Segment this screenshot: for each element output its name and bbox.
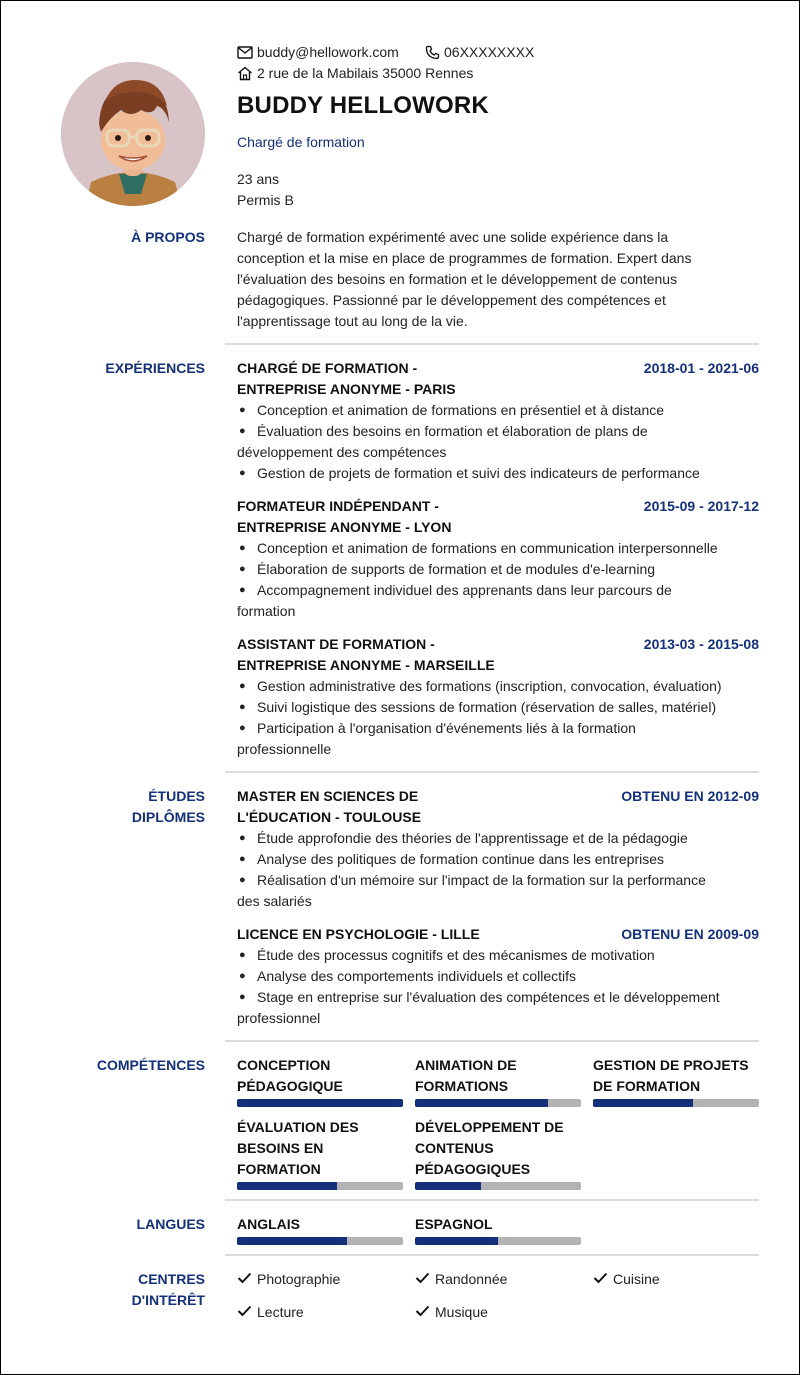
section-label-line: CENTRES <box>138 1271 205 1287</box>
about-line: l'apprentissage tout au long de la vie. <box>237 313 468 329</box>
about-line: conception et la mise en place de programmes de formation. Expert dans <box>237 250 692 266</box>
skill-level-bar <box>415 1182 581 1190</box>
interest-label: Lecture <box>257 1304 304 1320</box>
language-name: ANGLAIS <box>237 1216 300 1232</box>
home-icon <box>237 66 253 81</box>
experience-title <box>237 358 456 400</box>
interest-label: Cuisine <box>613 1271 660 1287</box>
email-text[interactable]: buddy@hellowork.com <box>257 44 399 60</box>
bullet-continuation: des salariés <box>237 893 312 909</box>
skill-item <box>415 1055 581 1107</box>
skill-name: PÉDAGOGIQUES <box>415 1161 531 1177</box>
check-icon <box>415 1269 430 1290</box>
bullet-continuation: professionnelle <box>237 741 332 757</box>
experience-date: 2013-03 - 2015-08 <box>643 636 759 652</box>
bullet-item: ● Analyse des politiques de formation continue dans les entreprises <box>239 851 665 867</box>
bullet-item: ● Participation à l'organisation d'événements liés à la formation <box>239 720 636 736</box>
skill-name: GESTION DE PROJETS <box>593 1057 749 1073</box>
experience-bullets <box>237 676 759 760</box>
language-name: ESPAGNOL <box>415 1216 493 1232</box>
section-divider <box>225 1040 759 1042</box>
interest-label: Photographie <box>257 1271 341 1287</box>
experience-title <box>237 634 495 676</box>
about-text <box>237 227 759 332</box>
interest-item <box>415 1269 507 1290</box>
section-label-line: D'INTÉRÊT <box>131 1292 205 1308</box>
bullet-item: ● Réalisation d'un mémoire sur l'impact de la formation sur la performance <box>239 872 706 888</box>
study-date: OBTENU EN 2012-09 <box>621 788 759 804</box>
address-contact <box>237 63 473 83</box>
phone-text[interactable]: 06XXXXXXXX <box>444 44 535 60</box>
skill-level-fill <box>237 1182 337 1190</box>
experience-bullets <box>237 538 759 622</box>
bullet-continuation: professionnel <box>237 1010 321 1026</box>
section-label-interests <box>132 1269 205 1311</box>
study-bullets <box>237 828 759 912</box>
study-title <box>237 786 421 828</box>
experience-company: ENTREPRISE ANONYME - MARSEILLE <box>237 657 495 673</box>
bullet-item: ● Accompagnement individuel des apprenants dans leur parcours de <box>239 582 672 598</box>
bullet-item: ● Conception et animation de formations en présentiel et à distance <box>239 402 665 418</box>
bullet-continuation: formation <box>237 603 296 619</box>
skill-item <box>237 1117 403 1190</box>
about-line: pédagogiques. Passionné par le développement des compétences et <box>237 292 666 308</box>
bullet-item: ● Conception et animation de formations en communication interpersonnelle <box>239 540 718 556</box>
skill-name: DE FORMATION <box>593 1078 701 1094</box>
avatar <box>61 62 205 206</box>
experience-date: 2018-01 - 2021-06 <box>643 360 759 376</box>
interest-label: Randonnée <box>435 1271 508 1287</box>
mail-icon <box>237 46 253 59</box>
bullet-continuation: développement des compétences <box>237 444 447 460</box>
section-label-skills: COMPÉTENCES <box>96 1057 205 1073</box>
skill-level-bar <box>237 1099 403 1107</box>
section-label-line: DIPLÔMES <box>131 809 205 825</box>
section-divider <box>225 343 759 345</box>
study-title: LICENCE EN PSYCHOLOGIE - LILLE <box>237 926 480 942</box>
phone-icon <box>425 45 440 60</box>
skill-level-fill <box>415 1182 481 1190</box>
skill-level-bar <box>415 1099 581 1107</box>
bullet-item: ● Suivi logistique des sessions de formation (réservation de salles, matériel) <box>239 699 717 715</box>
interest-item <box>237 1302 304 1323</box>
about-line: l'évaluation des besoins en formation et le développement de contenus <box>237 271 678 287</box>
experience-bullets <box>237 400 759 484</box>
phone-contact <box>425 42 534 62</box>
check-icon <box>237 1269 252 1290</box>
skill-name: DÉVELOPPEMENT DE <box>415 1119 564 1135</box>
skill-name: BESOINS EN <box>237 1140 324 1156</box>
skill-name: FORMATIONS <box>415 1078 509 1094</box>
bullet-item: ● Analyse des comportements individuels et collectifs <box>239 968 577 984</box>
driving-license: Permis B <box>237 192 294 208</box>
bullet-item: ● Évaluation des besoins en formation et élaboration de plans de <box>239 423 648 439</box>
skill-level-fill <box>415 1099 548 1107</box>
age: 23 ans <box>237 171 280 187</box>
check-icon <box>237 1302 252 1323</box>
skill-level-bar <box>593 1099 759 1107</box>
section-divider <box>225 1199 759 1201</box>
bullet-item: ● Étude des processus cognitifs et des mécanismes de motivation <box>239 947 655 963</box>
language-level-bar <box>237 1237 403 1245</box>
study-item <box>237 924 759 1029</box>
skill-level-fill <box>237 1099 403 1107</box>
bullet-item: ● Gestion administrative des formations (inscription, convocation, évaluation) <box>239 678 722 694</box>
skill-level-fill <box>593 1099 693 1107</box>
language-item <box>415 1214 581 1245</box>
study-title-line: MASTER EN SCIENCES DE <box>237 788 419 804</box>
language-item <box>237 1214 403 1245</box>
experience-item <box>237 358 759 484</box>
experience-date: 2015-09 - 2017-12 <box>643 498 759 514</box>
section-label-line: ÉTUDES <box>148 788 205 804</box>
experience-title-line: CHARGÉ DE FORMATION - <box>237 360 418 376</box>
bullet-item: ● Stage en entreprise sur l'évaluation des compétences et le développement <box>239 989 720 1005</box>
language-level-fill <box>415 1237 498 1245</box>
job-title: Chargé de formation <box>237 134 365 150</box>
study-date: OBTENU EN 2009-09 <box>621 926 759 942</box>
experience-title-line: FORMATEUR INDÉPENDANT - <box>237 498 439 514</box>
check-icon <box>593 1269 608 1290</box>
skill-name: PÉDAGOGIQUE <box>237 1078 343 1094</box>
email-contact <box>237 42 399 62</box>
study-bullets <box>237 945 759 1029</box>
skill-name: FORMATION <box>237 1161 321 1177</box>
study-title-line: L'ÉDUCATION - TOULOUSE <box>237 809 422 825</box>
experience-item <box>237 634 759 760</box>
language-level-bar <box>415 1237 581 1245</box>
interest-label: Musique <box>435 1304 488 1320</box>
candidate-name: BUDDY HELLOWORK <box>237 92 489 119</box>
about-line: Chargé de formation expérimenté avec une solide expérience dans la <box>237 229 669 245</box>
experience-company: ENTREPRISE ANONYME - PARIS <box>237 381 456 397</box>
skill-name: CONCEPTION <box>237 1057 331 1073</box>
section-label-about: À PROPOS <box>131 229 205 245</box>
experience-title <box>237 496 451 538</box>
study-item <box>237 786 759 912</box>
skill-item <box>415 1117 581 1190</box>
interest-item <box>237 1269 340 1290</box>
bullet-item: ● Gestion de projets de formation et suivi des indicateurs de performance <box>239 465 700 481</box>
section-label-experiences: EXPÉRIENCES <box>105 360 205 376</box>
skill-name: ANIMATION DE <box>415 1057 517 1073</box>
check-icon <box>415 1302 430 1323</box>
experience-company: ENTREPRISE ANONYME - LYON <box>237 519 452 535</box>
section-divider <box>225 771 759 773</box>
section-label-languages: LANGUES <box>136 1216 205 1232</box>
skill-name: ÉVALUATION DES <box>237 1119 359 1135</box>
bullet-item: ● Élaboration de supports de formation et de modules d'e-learning <box>239 561 656 577</box>
interest-item <box>415 1302 488 1323</box>
address-text: 2 rue de la Mabilais 35000 Rennes <box>257 65 474 81</box>
skill-item <box>593 1055 759 1107</box>
skill-name: CONTENUS <box>415 1140 494 1156</box>
bullet-item: ● Étude approfondie des théories de l'apprentissage et de la pédagogie <box>239 830 688 846</box>
language-level-fill <box>237 1237 347 1245</box>
interest-item <box>593 1269 660 1290</box>
section-divider <box>225 1254 759 1256</box>
skill-item <box>237 1055 403 1107</box>
skill-level-bar <box>237 1182 403 1190</box>
experience-title-line: ASSISTANT DE FORMATION - <box>237 636 435 652</box>
experience-item <box>237 496 759 622</box>
section-label-studies <box>132 786 205 828</box>
